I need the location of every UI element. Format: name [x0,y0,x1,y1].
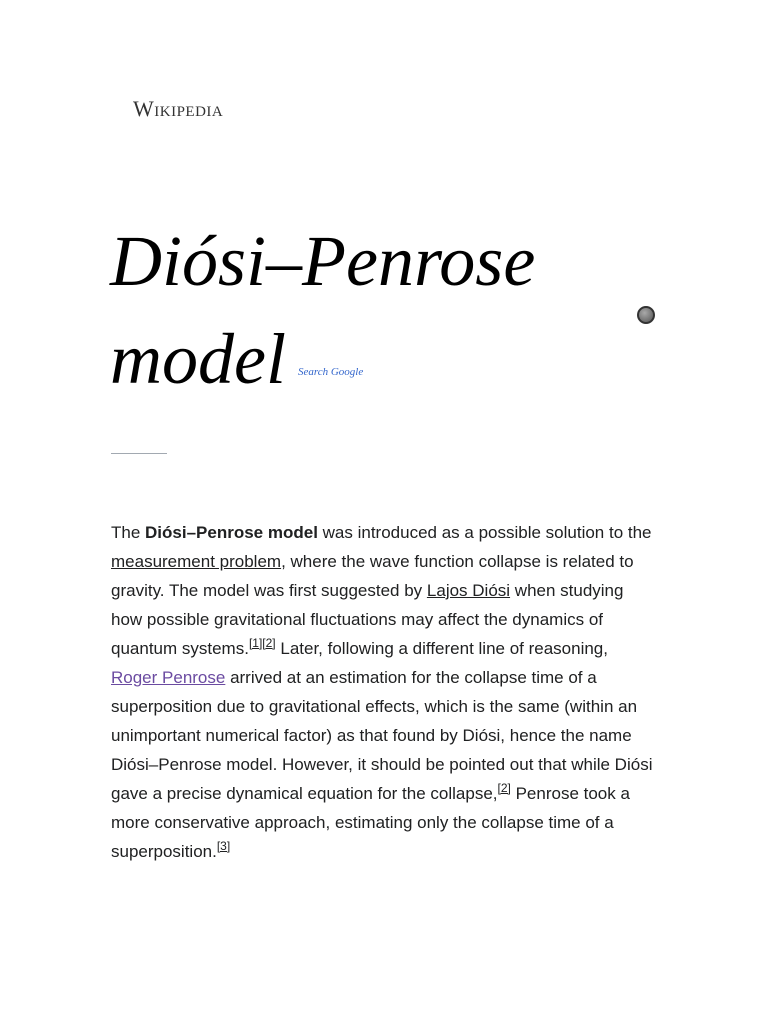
wikipedia-logo[interactable]: Wikipedia [133,96,224,121]
reference-2b [498,781,511,795]
article-paragraph [111,518,659,866]
link-roger-penrose[interactable]: Roger Penrose [111,668,226,687]
title-divider [111,453,167,454]
paragraph-text: arrived at an estimation for the collapse time of a superposition due to gravitational effects, which is the same (within an unimportant numerical factor) as that found by Diósi, hence the name Diósi–Penrose model. However, it should be pointed out that while Diósi gave a precise dynamical equation for the collapse, [111,668,653,803]
paragraph-text: , where the wave function collapse is related to gravity. The model was first suggested by [111,552,634,600]
reference-1 [249,636,262,650]
link-measurement-problem[interactable]: measurement problem [111,552,282,571]
reference-link[interactable]: [2] [262,636,276,650]
reference-link[interactable]: [2] [497,781,511,795]
reference-link[interactable]: [1] [248,636,263,650]
status-indicator-icon [637,306,655,324]
reference-2 [262,636,275,650]
reference-3 [217,839,230,853]
paragraph-text: The [111,523,146,542]
title-line-2: model [110,319,286,399]
link-lajos-diosi[interactable]: Lajos Diósi [426,581,511,600]
search-google-link[interactable]: Search Google [297,366,364,378]
paragraph-text: Later, following a different line of reasoning, [275,639,608,658]
bold-term: Diósi–Penrose model [145,523,318,542]
paragraph-text: when studying how possible gravitational fluctuations may affect the dynamics of quantum systems. [111,581,624,658]
paragraph-text: Penrose took a more conservative approach, estimating only the collapse time of a superposition. [111,784,630,861]
reference-link[interactable]: [3] [216,839,231,853]
page-title [110,212,630,408]
paragraph-text: was introduced as a possible solution to the [317,523,652,542]
title-line-1: Diósi–Penrose [110,221,536,301]
